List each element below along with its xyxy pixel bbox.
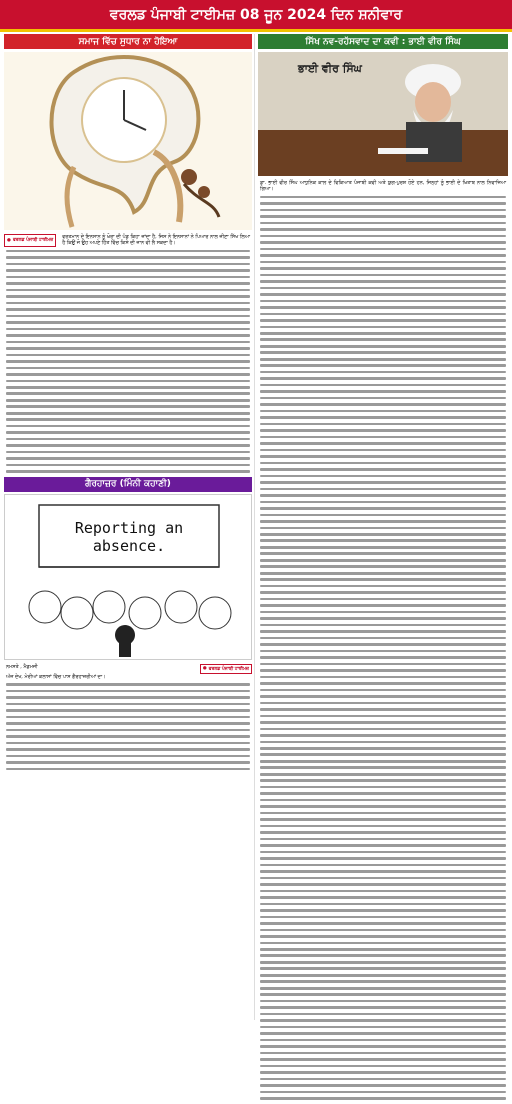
poet-photo [258, 52, 508, 176]
masthead [0, 0, 512, 32]
short-story-heading: ਗੈਰਹਾਜ਼ਰ (ਮਿੰਨੀ ਕਹਾਣੀ) [85, 479, 171, 490]
photo-caption: ਭਾਈ ਵੀਰ ਸਿੰਘ [298, 62, 362, 75]
melting-clock-illustration [4, 52, 252, 230]
left-article-body [4, 250, 252, 473]
right-article-heading-bar [258, 34, 508, 49]
left-article-lead: ਵਰਤਮਾਨ ਦੇ ਇਨਸਾਨ ਨੂੰ ਖ਼ੋਰਾ ਦੀ ਪੰਡ ਕਿਹਾ ਜਾਂਦਾ ਹੈ, ਜਿਸ ਨੇ ਇਨਸਾਨਾਂ ਨੇ ਪਿਆਰ ਨਾਲ ਜੀਣਾ ਸਿੱਖ ਲਿਆ ਹੈ ਕਿਉਂ ਜੋ ਉਹ ਅਪਣੇ ਹਿੱਤ ਵਿੱਚ ਕਿਸੇ ਦੀ ਜਾਨ ਵੀ ਲੈ ਸਕਦਾ ਹੈ। [62, 234, 250, 247]
right-article-body [258, 196, 508, 1100]
left-article-badge [4, 234, 56, 247]
globe-icon: ● [202, 666, 207, 672]
short-story-lead: ਅੱਜ ਦੇਖ, ਮੇਰੀਆਂ ਕਲਾਸਾਂ ਵਿੱਚ ਪਾਸ ਗੈਰਹਾਜ਼ਰੀਆਂ ਦਾ। [6, 673, 106, 680]
masthead-title: ਵਰਲਡ ਪੰਜਾਬੀ ਟਾਈਮਜ਼ 08 ਜੂਨ 2024 ਦਿਨ ਸ਼ਨੀਵਾਰ [109, 6, 403, 23]
poet-portrait-icon [258, 52, 508, 176]
globe-icon: ● [7, 237, 11, 243]
left-article-heading: ਸਮਾਜ ਵਿੱਚ ਸੁਧਾਰ ਨਾ ਹੋਇਆ [78, 36, 178, 47]
column-divider [254, 34, 255, 1020]
melting-clock-icon [4, 52, 252, 230]
short-story-heading-bar [4, 477, 252, 492]
short-story-body [4, 683, 252, 770]
left-article-heading-bar [4, 34, 252, 49]
short-story-greeting: ਨਮਸਤੇ , ਮੈਡਮਜੀ [6, 663, 38, 670]
short-story-badge [200, 664, 252, 674]
whiteboard-text: Reporting an absence. [74, 518, 184, 555]
right-article-heading: ਸਿੱਖ ਨਵ-ਰਹੱਸਵਾਦ ਦਾ ਕਵੀ : ਭਾਈ ਵੀਰ ਸਿੰਘ [305, 36, 461, 47]
reporting-absence-illustration [4, 494, 252, 660]
right-column [258, 34, 508, 1104]
left-article-badge-text: ਵਰਲਡ ਪੰਜਾਬੀ ਟਾਈਮਜ਼ [12, 238, 54, 244]
left-column [4, 34, 252, 774]
short-story-badge-text: ਵਰਲਡ ਪੰਜਾਬੀ ਟਾਈਮਜ਼ [208, 666, 249, 672]
right-article-lead: ਡਾ. ਭਾਈ ਵੀਰ ਸਿੰਘ ਆਧੁਨਿਕ ਕਾਲ ਦੇ ਵਿਕਿਆਤ ਪੰਜਾਬੀ ਕਵੀ ਅਤੇ ਯੁਗ-ਪੁਰਸ਼ ਹੋਏ ਹਨ, ਜਿਨ੍ਹਾਂ ਨੂੰ ਭਾਈ ਦੇ ਖ਼ਿਤਾਬ ਨਾਲ ਨਿਵਾਜਿਆ ਗਿਆ। [260, 180, 506, 193]
